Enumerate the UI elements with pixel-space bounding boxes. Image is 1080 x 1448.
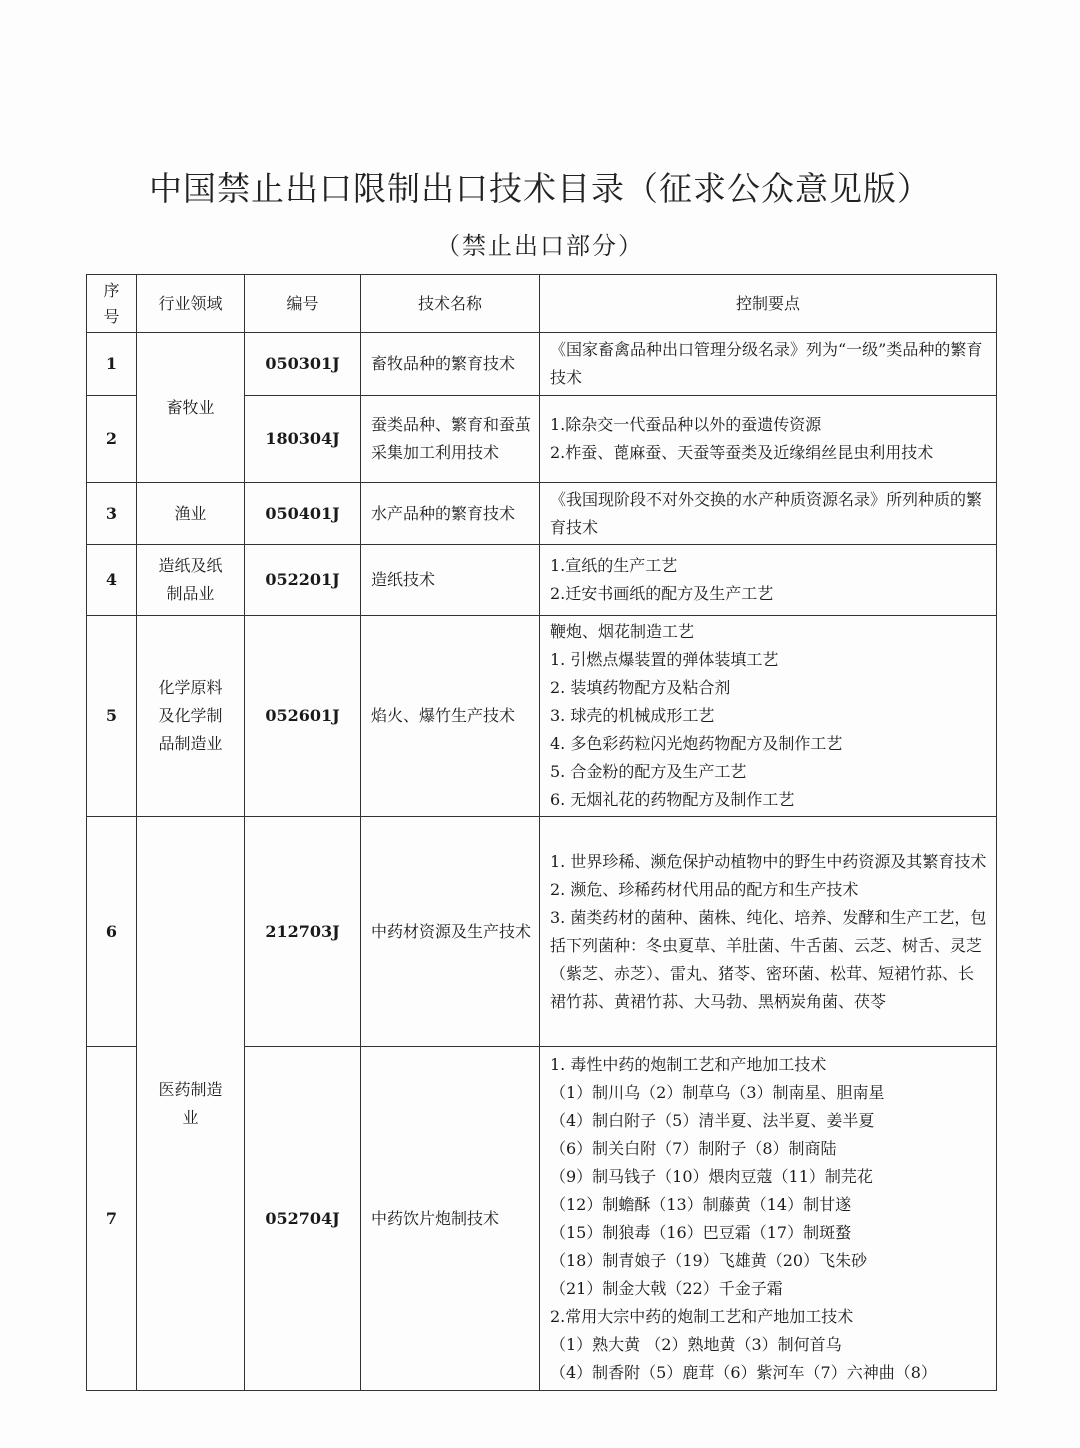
row-code: 052704J (245, 1047, 361, 1391)
industry-cell: 化学原料及化学制品制造业 (137, 616, 245, 817)
row-code: 052601J (245, 616, 361, 817)
table-row (87, 817, 997, 1047)
row-code: 212703J (245, 817, 361, 1047)
row-tech-name: 中药饮片炮制技术 (361, 1047, 540, 1391)
row-code: 050301J (245, 333, 361, 396)
control-point-item: 3. 球壳的机械成形工艺 (550, 706, 715, 725)
industry-cell: 造纸及纸制品业 (137, 545, 245, 616)
control-point-item: （15）制狼毒（16）巴豆霜（17）制斑蝥 (550, 1222, 852, 1242)
industry-cell: 渔业 (137, 483, 245, 545)
row-control-points (540, 333, 997, 396)
row-tech-name: 造纸技术 (361, 545, 540, 616)
control-point-item: （1）制川乌（2）制草乌（3）制南星、胆南星 (550, 1082, 885, 1102)
control-point-item: 2. 濒危、珍稀药材代用品的配方和生产技术 (550, 879, 859, 899)
header-control-points: 控制要点 (540, 275, 997, 333)
technology-catalog-table (86, 274, 997, 1391)
industry-cell: 畜牧业 (137, 333, 245, 483)
row-seq: 3 (87, 483, 137, 545)
header-seq: 序 号 (87, 275, 137, 333)
row-seq: 5 (87, 616, 137, 817)
control-point-item: （18）制青娘子（19）飞雄黄（20）飞朱砂 (550, 1250, 868, 1270)
control-point-item: 1.除杂交一代蚕品种以外的蚕遗传资源 (550, 415, 822, 434)
row-code: 052201J (245, 545, 361, 616)
row-control-points (540, 1047, 997, 1391)
row-control-points (540, 616, 997, 817)
row-control-points (540, 817, 997, 1047)
industry-cell: 医药制造业 (137, 817, 245, 1391)
row-seq: 7 (87, 1047, 137, 1391)
table-row (87, 483, 997, 545)
row-tech-name: 畜牧品种的繁育技术 (361, 333, 540, 396)
row-code: 180304J (245, 396, 361, 483)
control-point-item: 2.常用大宗中药的炮制工艺和产地加工技术 (550, 1306, 854, 1326)
control-point-item: 5. 合金粉的配方及生产工艺 (550, 762, 747, 781)
row-seq: 6 (87, 817, 137, 1047)
control-point-item: （12）制蟾酥（13）制藤黄（14）制甘遂 (550, 1194, 852, 1214)
control-point-item: （1）熟大黄 （2）熟地黄（3）制何首乌 (550, 1334, 842, 1354)
row-seq: 4 (87, 545, 137, 616)
row-seq: 1 (87, 333, 137, 396)
row-tech-name: 水产品种的繁育技术 (361, 483, 540, 545)
row-tech-name: 焰火、爆竹生产技术 (361, 616, 540, 817)
header-tech-name: 技术名称 (361, 275, 540, 333)
row-tech-name: 中药材资源及生产技术 (361, 817, 540, 1047)
control-point-item: （9）制马钱子（10）煨肉豆蔻（11）制芫花 (550, 1166, 873, 1186)
control-point-item: 1. 世界珍稀、濒危保护动植物中的野生中药资源及其繁育技术 (550, 851, 987, 871)
row-control-points (540, 483, 997, 545)
table-header-row (87, 275, 997, 333)
control-point-item: 1. 毒性中药的炮制工艺和产地加工技术 (550, 1054, 827, 1074)
control-point-item: （4）制白附子（5）清半夏、法半夏、姜半夏 (550, 1110, 875, 1130)
control-point-item: 2. 装填药物配方及粘合剂 (550, 678, 731, 697)
control-point-item: 鞭炮、烟花制造工艺 (550, 622, 695, 641)
row-control-points (540, 545, 997, 616)
control-point-item: 2.迁安书画纸的配方及生产工艺 (550, 584, 774, 603)
header-industry: 行业领域 (137, 275, 245, 333)
row-seq: 2 (87, 396, 137, 483)
row-tech-name: 蚕类品种、繁育和蚕茧采集加工利用技术 (361, 396, 540, 483)
control-point-item: 1. 引燃点爆装置的弹体装填工艺 (550, 650, 779, 669)
control-point-item: （4）制香附（5）鹿茸（6）紫河车（7）六神曲（8） (550, 1362, 937, 1382)
control-point-item: （6）制关白附（7）制附子（8）制商陆 (550, 1138, 837, 1158)
control-point-item: （21）制金大戟（22）千金子霜 (550, 1278, 783, 1298)
header-code: 编号 (245, 275, 361, 333)
control-point-item: 3. 菌类药材的菌种、菌株、纯化、培养、发酵和生产工艺，包括下列菌种：冬虫夏草、羊肚菌、牛舌菌、云芝、树舌、灵芝（紫芝、赤芝）、雷丸、猪苓、密环菌、松茸、短裙竹荪、长裙竹荪、黄裙竹荪、大马勃、黑柄炭角菌、茯苓 (550, 907, 987, 1011)
control-point-item: 《我国现阶段不对外交换的水产种质资源名录》所列种质的繁育技术 (550, 489, 983, 537)
row-code: 050401J (245, 483, 361, 545)
table-row (87, 333, 997, 396)
document-title: 中国禁止出口限制出口技术目录（征求公众意见版） (149, 169, 931, 208)
control-point-item: 《国家畜禽品种出口管理分级名录》列为“一级”类品种的繁育技术 (550, 340, 983, 387)
control-point-item: 6. 无烟礼花的药物配方及制作工艺 (550, 790, 795, 809)
table-row (87, 545, 997, 616)
control-point-item: 1.宣纸的生产工艺 (550, 556, 678, 575)
document-subtitle: （禁止出口部分） (436, 232, 644, 260)
row-control-points (540, 396, 997, 483)
table-row (87, 616, 997, 817)
control-point-item: 4. 多色彩药粒闪光炮药物配方及制作工艺 (550, 734, 843, 753)
control-point-item: 2.柞蚕、蓖麻蚕、天蚕等蚕类及近缘绢丝昆虫利用技术 (550, 443, 934, 462)
